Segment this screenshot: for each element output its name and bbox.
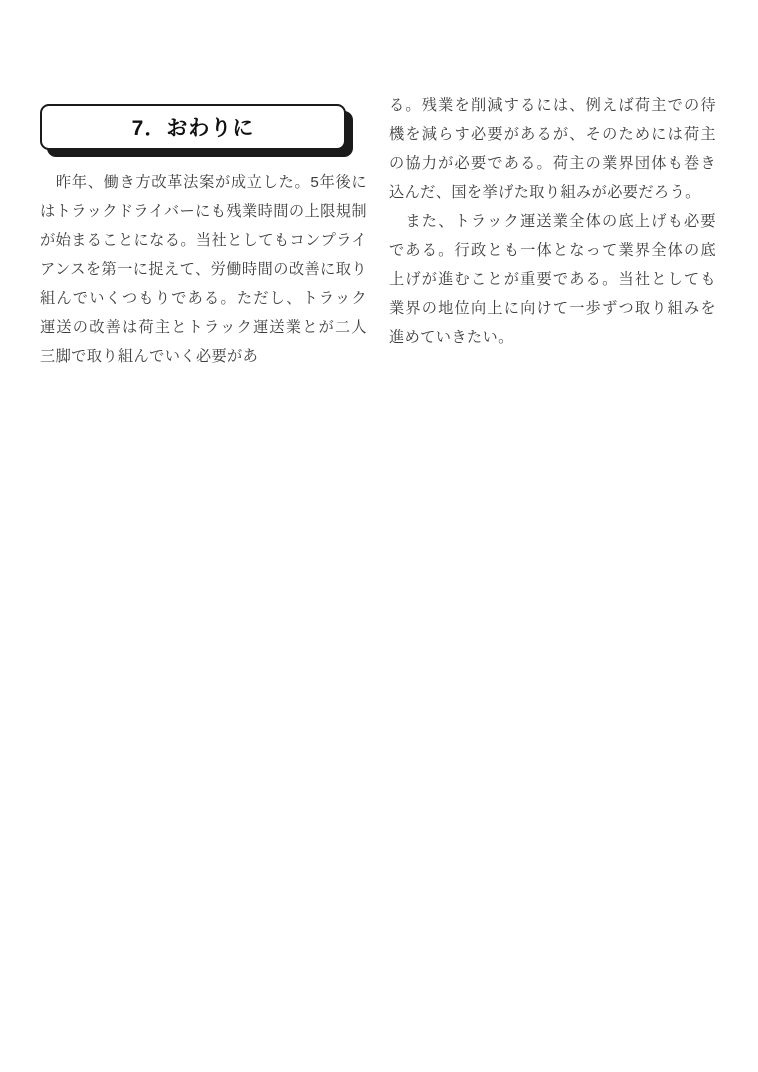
section-title-box xyxy=(40,104,346,150)
paragraph-2: また、トラック運送業全体の底上げも必要である。行政とも一体となって業界全体の底上げが進むことが重要である。当社としても業界の地位向上に向けて一歩ずつ取り組みを進めていきたい。 xyxy=(389,213,716,346)
section-title: 7．おわりに xyxy=(131,117,255,140)
text-column-right xyxy=(389,91,716,352)
paragraph-1-end: る。残業を削減するには、例えば荷主での待機を減らす必要があるが、そのためには荷主の協力が必要である。荷主の業界団体も巻き込んだ、国を挙げた取り組みが必要だろう。 xyxy=(389,97,716,201)
text-column-left xyxy=(40,168,367,371)
paragraph-1-start: 昨年、働き方改革法案が成立した。5年後にはトラックドライバーにも残業時間の上限規制が始まることになる。当社としてもコンプライアンスを第一に捉えて、労働時間の改善に取り組んでいくつもりである。ただし、トラック運送の改善は荷主とトラック運送業とが二人三脚で取り組んでいく必要があ xyxy=(40,174,367,365)
